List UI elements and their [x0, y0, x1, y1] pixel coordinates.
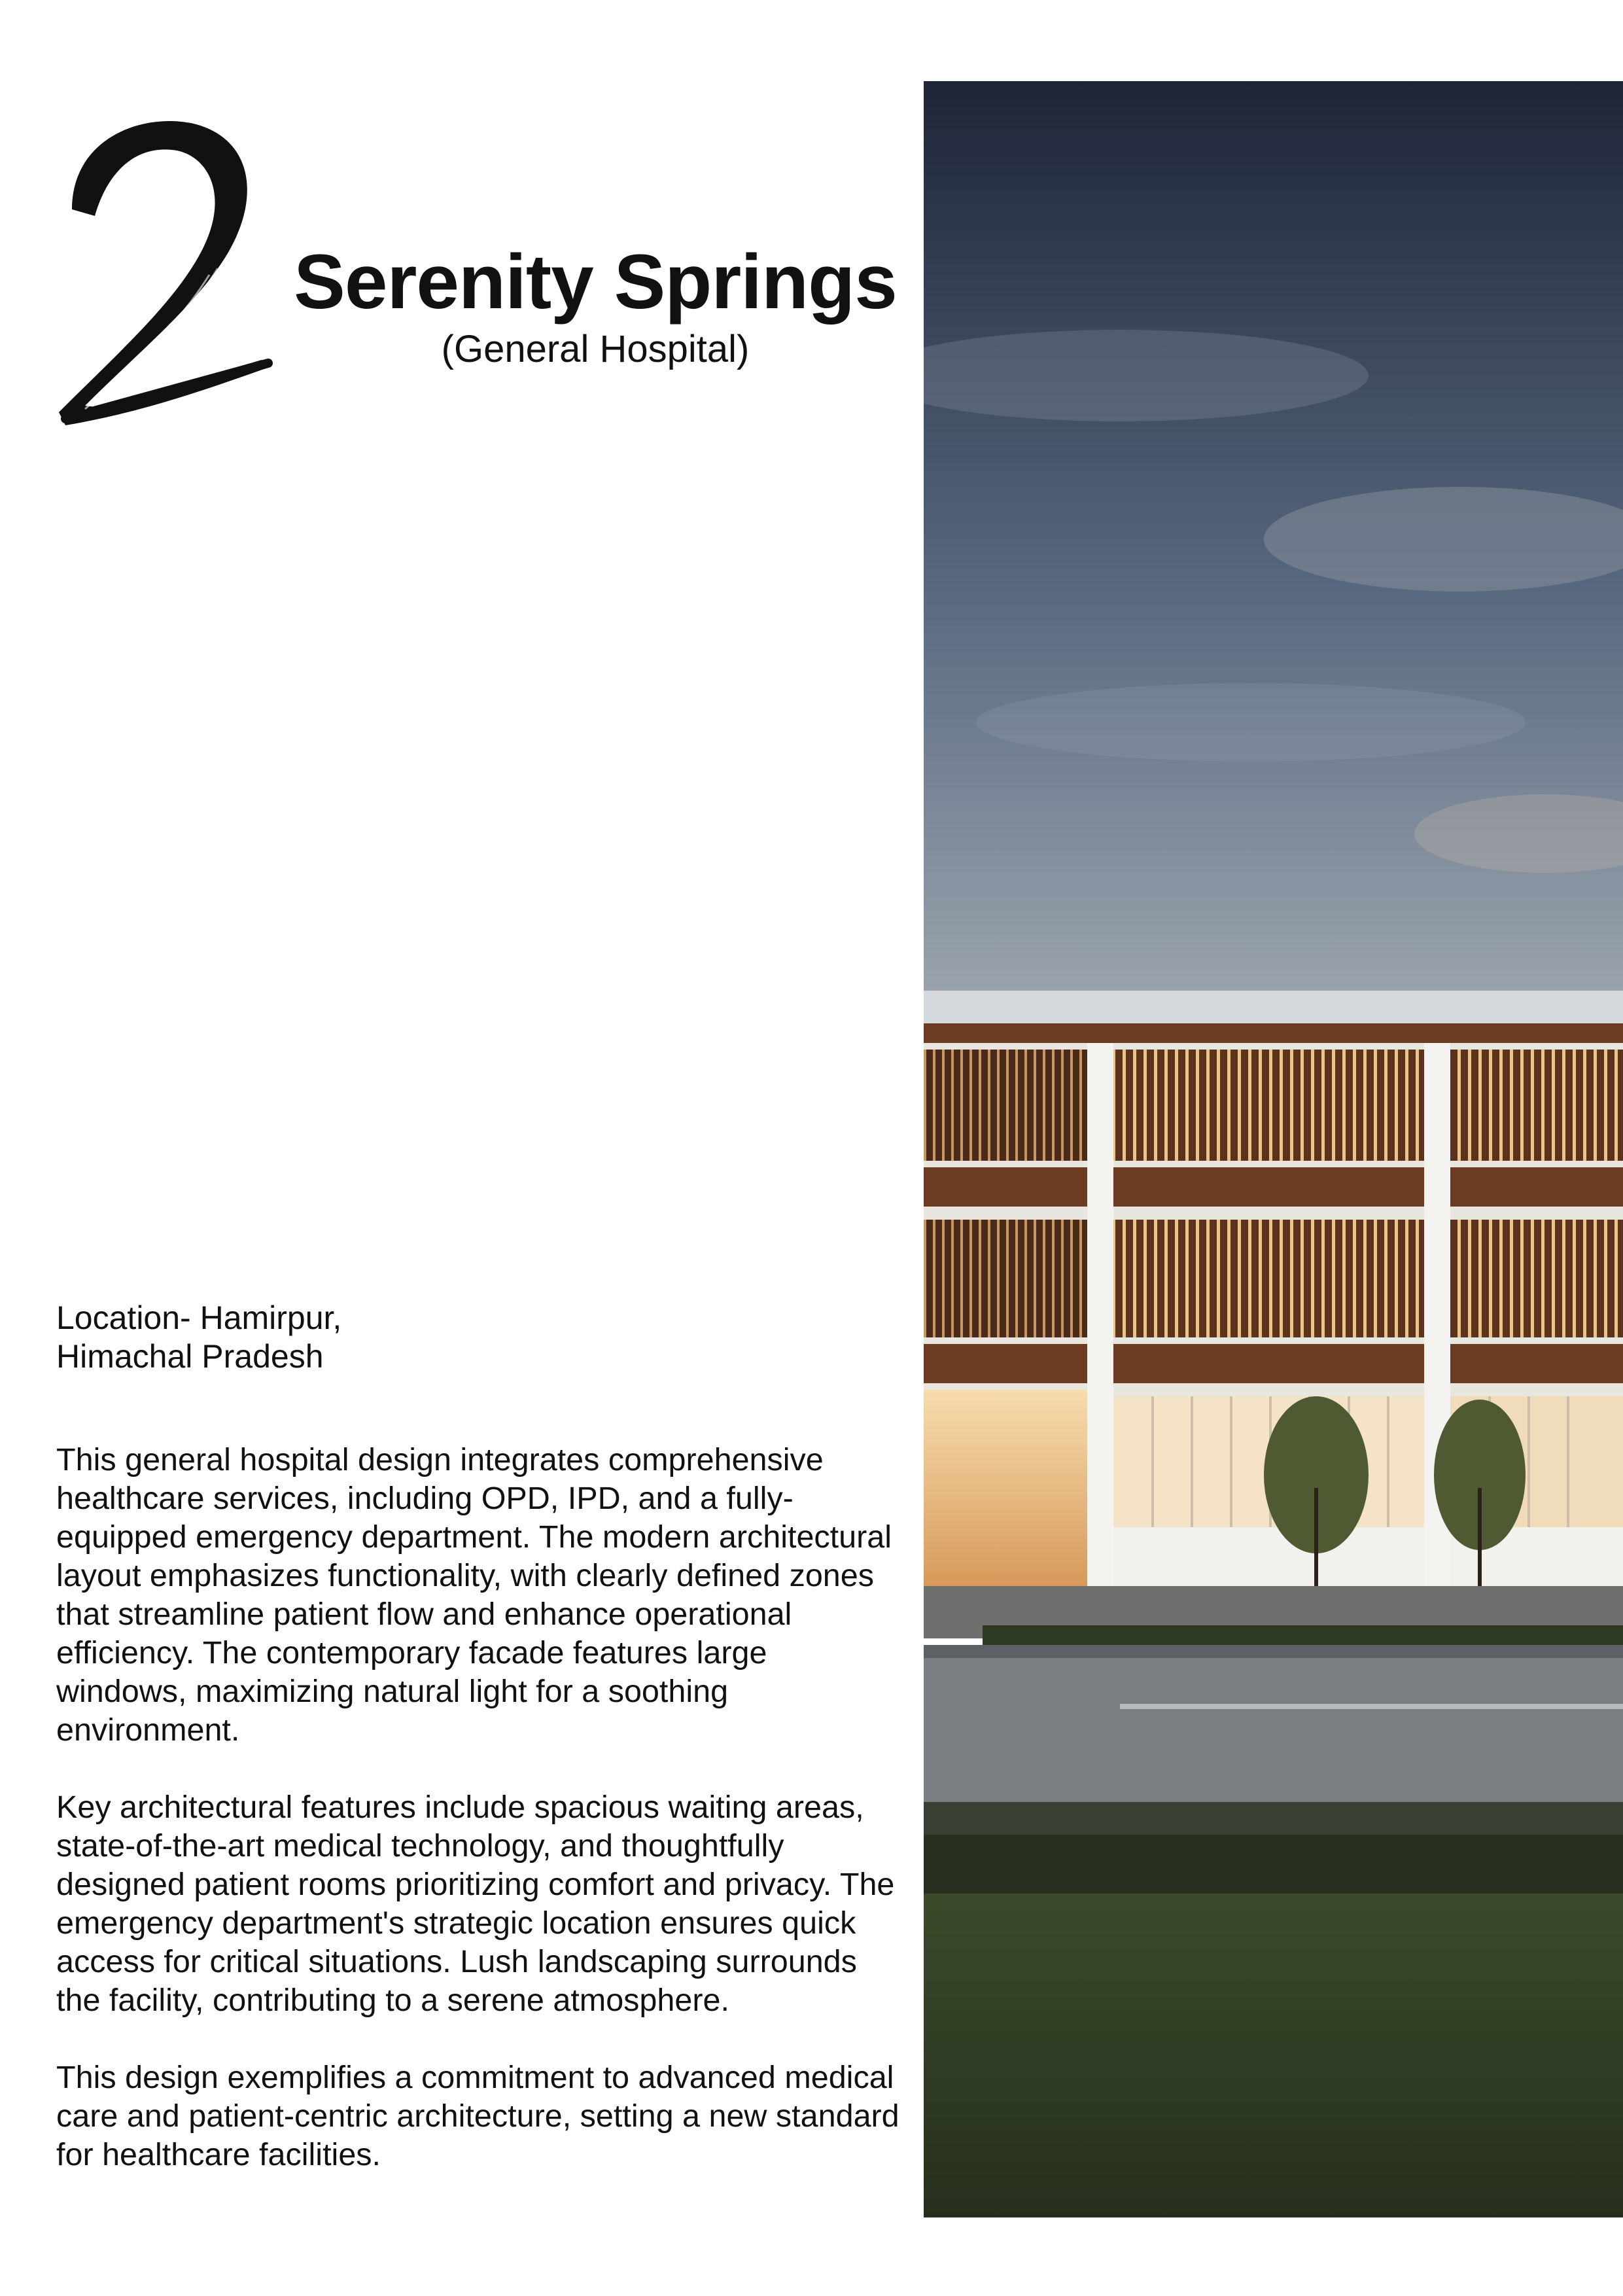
- description-text: [56, 1441, 900, 2213]
- paragraph-1: This general hospital design integrates comprehensive healthcare services, including OPD, IPD, and a fully-equipped emergency department. The modern architectural layout emphasizes functionality, with clearly defined zones that streamline patient flow and enhance operational efficiency. The contemporary facade features large windows, maximizing natural light for a soothing environment.: [56, 1442, 892, 1748]
- paragraph-3: This design exemplifies a commitment to advanced medical care and patient-centric architecture, setting a new standard for healthcare facilities.: [56, 2060, 899, 2172]
- page-title: Serenity Springs: [294, 239, 897, 325]
- location-line-2: Himachal Pradesh: [56, 1338, 324, 1375]
- location-line-1: Location- Hamirpur,: [56, 1299, 342, 1336]
- location-block: [56, 1299, 881, 1376]
- title-block: [288, 239, 903, 371]
- hospital-exterior-image: [924, 81, 1623, 2217]
- paragraph-2: Key architectural features include spacious waiting areas, state-of-the-art medical technology, and thoughtfully designed patient rooms prioritizing comfort and privacy. The emergency department's strategic location ensures quick access for critical situations. Lush landscaping surrounds the facility, contributing to a serene atmosphere.: [56, 1790, 895, 2018]
- page-subtitle: (General Hospital): [441, 327, 750, 370]
- numeral-two-graphic: [46, 111, 281, 432]
